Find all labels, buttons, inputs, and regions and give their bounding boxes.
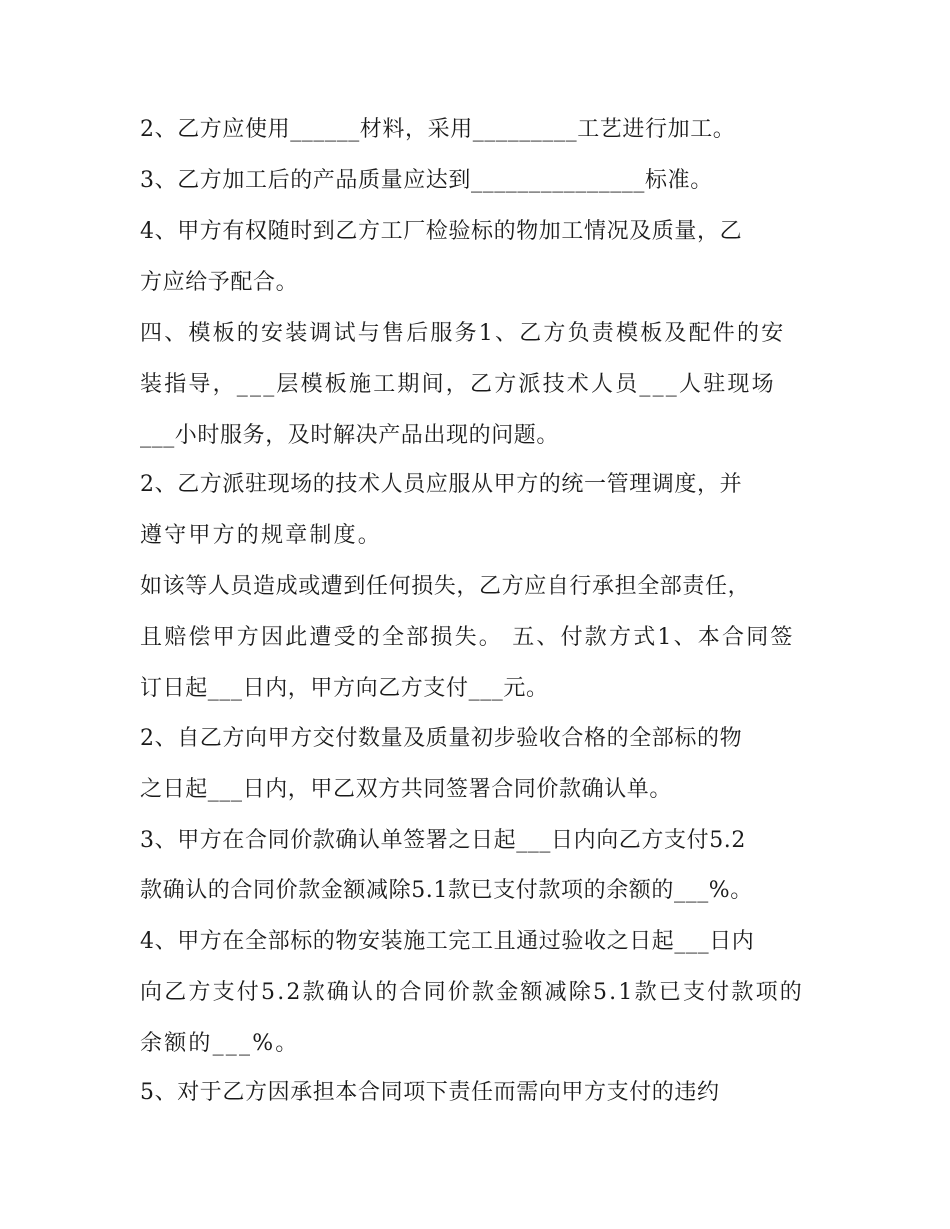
text-line: 如该等人员造成或遭到任何损失，乙方应自行承担全部责任， xyxy=(140,574,751,599)
text-line: 4、甲方在全部标的物安装施工完工且通过验收之日起___日内 xyxy=(140,929,755,954)
text-line: 4、甲方有权随时到乙方工厂检验标的物加工情况及质量，乙 xyxy=(140,219,743,244)
text-line: 2、自乙方向甲方交付数量及质量初步验收合格的全部标的物 xyxy=(140,726,743,751)
text-line: 3、甲方在合同价款确认单签署之日起___日内向乙方支付5.2 xyxy=(140,828,746,853)
text-line: 订日起___日内，甲方向乙方支付___元。 xyxy=(140,676,549,701)
text-line: 之日起___日内，甲乙双方共同签署合同价款确认单。 xyxy=(140,777,673,802)
text-line: 且赔偿甲方因此遭受的全部损失。 五、付款方式1、本合同签 xyxy=(140,625,795,650)
text-line: 2、乙方派驻现场的技术人员应服从甲方的统一管理调度，并 xyxy=(140,472,743,497)
text-line: ___小时服务，及时解决产品出现的问题。 xyxy=(140,423,560,448)
text-line: 装指导，___层模板施工期间，乙方派技术人员___人驻现场 xyxy=(140,372,776,397)
text-line: 2、乙方应使用______材料，采用_________工艺进行加工。 xyxy=(140,117,736,142)
text-line: 款确认的合同价款金额减除5.1款已支付款项的余额的___%。 xyxy=(140,878,753,903)
text-line: 方应给予配合。 xyxy=(140,270,299,295)
text-line: 5、对于乙方因承担本合同项下责任而需向甲方支付的违约 xyxy=(140,1080,720,1105)
text-line: 余额的___%。 xyxy=(140,1031,300,1056)
text-line: 3、乙方加工后的产品质量应达到_______________标准。 xyxy=(140,168,713,193)
text-line: 向乙方支付5.2款确认的合同价款金额减除5.1款已支付款项的 xyxy=(140,980,804,1005)
text-line: 四、模板的安装调试与售后服务1、乙方负责模板及配件的安 xyxy=(140,321,786,346)
text-line: 遵守甲方的规章制度。 xyxy=(140,523,383,548)
